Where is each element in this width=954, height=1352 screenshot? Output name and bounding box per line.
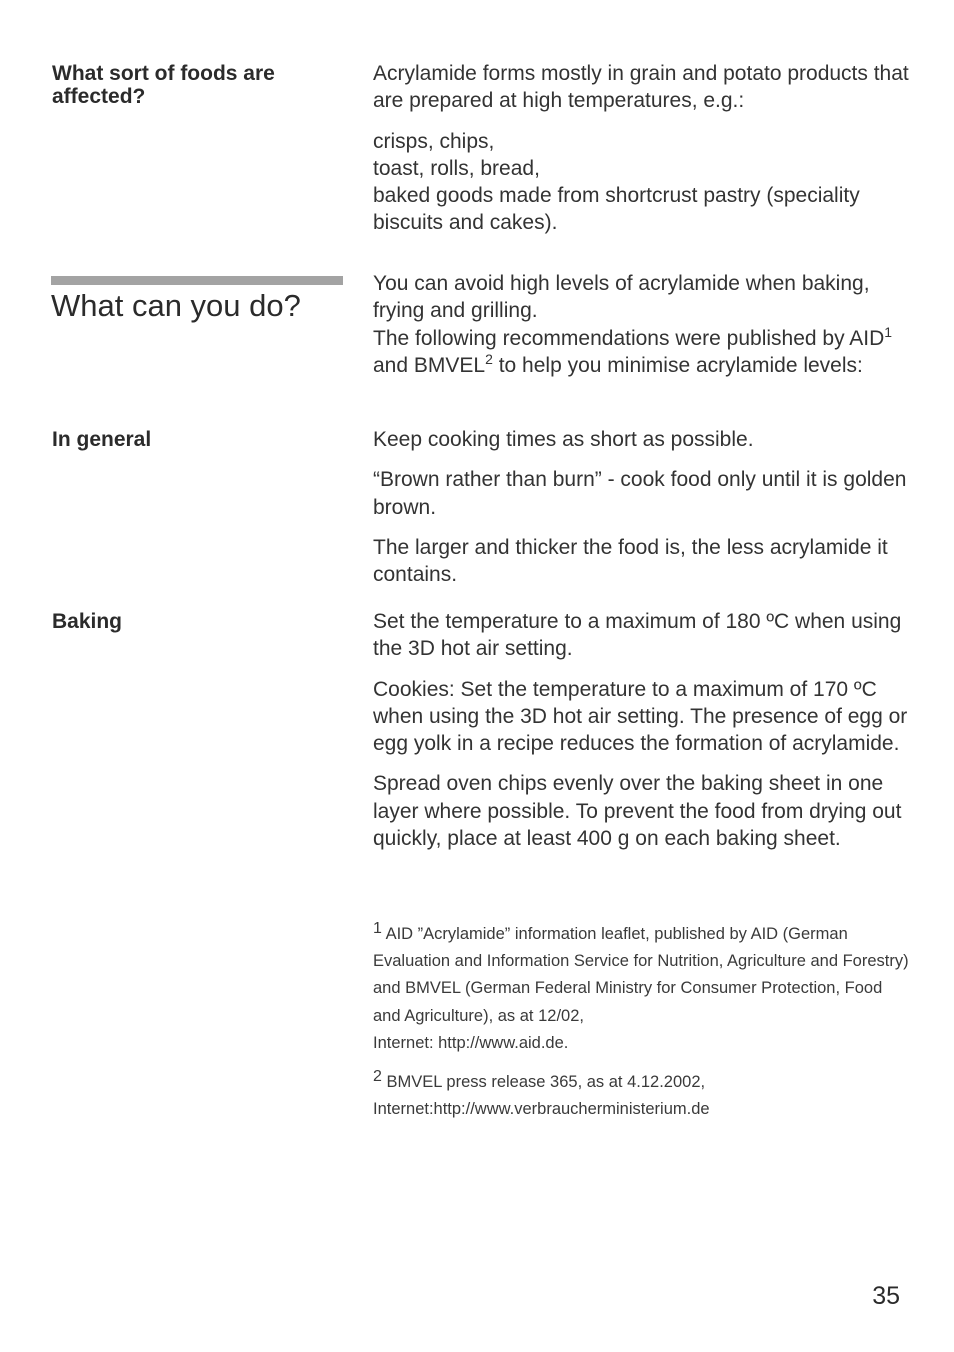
general-paragraph: The larger and thicker the food is, the less acrylamide it contains. <box>373 535 888 587</box>
foods-affected-text <box>373 60 913 237</box>
footnote-2-text: BMVEL press release 365, as at 4.12.2002, <box>386 1073 706 1091</box>
footnote-ref-2: 2 <box>485 350 493 367</box>
baking-label: Baking <box>52 610 123 633</box>
footnote-2 <box>373 1069 913 1123</box>
footnote-1-internet: Internet: http://www.aid.de. <box>373 1033 569 1052</box>
avoid-paragraph: You can avoid high levels of acrylamide when baking, frying and grilling. <box>373 272 870 323</box>
footnote-2-number: 2 <box>373 1068 382 1085</box>
section-rule <box>51 276 343 285</box>
in-general-label: In general <box>52 428 152 451</box>
footnote-1 <box>373 921 913 1057</box>
recommendations-paragraph <box>373 325 913 380</box>
foods-example: baked goods made from shortcrust pastry (speciality biscuits and cakes). <box>373 184 860 235</box>
recommendations-start: The following recommendations were published by AID <box>373 326 885 350</box>
baking-text <box>373 608 913 852</box>
footnote-1-number: 1 <box>373 920 382 937</box>
foods-intro: Acrylamide forms mostly in grain and potato products that are prepared at high temperatures, e.g.: <box>373 62 909 113</box>
recommendations-mid: and BMVEL <box>373 353 486 377</box>
baking-paragraph: Spread oven chips evenly over the baking sheet in one layer where possible. To prevent the food from drying out quickly, place at least 400 g on each baking sheet. <box>373 772 902 851</box>
footnote-1-text: AID ”Acrylamide” information leaflet, published by AID (German Evaluation and Information Service for Nutrition, Agriculture and Forestry) and BMVEL (German Federal Ministry for Consumer Protection, Food and Agriculture), as at 12/02, <box>373 925 909 1025</box>
recommendations-end: to help you minimise acrylamide levels: <box>492 353 863 377</box>
section-title: What can you do? <box>51 288 301 323</box>
general-paragraph: Keep cooking times as short as possible. <box>373 428 754 451</box>
what-can-you-do-text <box>373 270 913 379</box>
foods-example: toast, rolls, bread, <box>373 156 540 180</box>
footnote-2-internet: Internet:http://www.verbraucherministerium.de <box>373 1100 710 1119</box>
foods-affected-label: What sort of foods are affected? <box>52 62 275 108</box>
footnote-2-body <box>373 1069 913 1096</box>
page-number: 35 <box>872 1282 900 1310</box>
footnote-ref-1: 1 <box>884 323 893 340</box>
footnote-1-body <box>373 921 913 1030</box>
baking-paragraph: Cookies: Set the temperature to a maximum of 170 ºC when using the 3D hot air setting. The presence of egg or egg yolk in a recipe reduces the formation of acrylamide. <box>373 677 908 756</box>
general-paragraph: “Brown rather than burn” - cook food only until it is golden brown. <box>373 468 907 519</box>
in-general-text <box>373 426 913 588</box>
baking-paragraph: Set the temperature to a maximum of 180 ºC when using the 3D hot air setting. <box>373 610 902 661</box>
foods-example: crisps, chips, <box>373 129 495 153</box>
